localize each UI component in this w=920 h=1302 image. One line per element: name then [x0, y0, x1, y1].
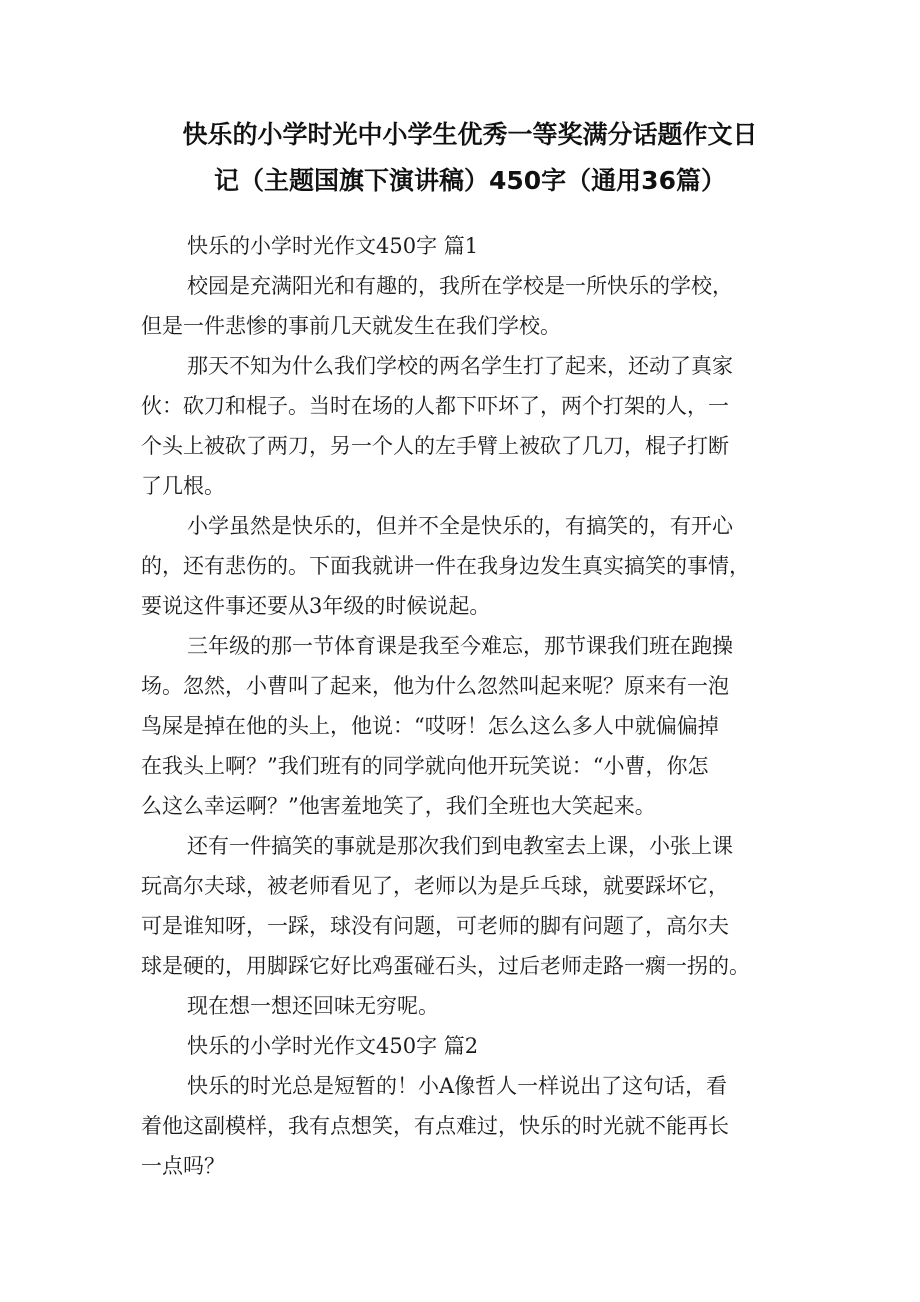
paragraph-line: 玩高尔夫球，被老师看见了，老师以为是乒乓球，就要踩坏它，	[141, 874, 729, 898]
paragraph-line: 场。忽然，小曹叫了起来，他为什么忽然叫起来呢？原来有一泡	[141, 674, 729, 698]
paragraph-line: 可是谁知呀，一踩，球没有问题，可老师的脚有问题了，高尔夫	[141, 914, 729, 938]
paragraph-line: 还有一件搞笑的事就是那次我们到电教室去上课，小张上课	[187, 834, 733, 858]
paragraph-line: 现在想一想还回味无穷呢。	[187, 994, 439, 1018]
paragraph-line: 伙：砍刀和棍子。当时在场的人都下吓坏了，两个打架的人，一	[141, 394, 729, 418]
paragraph-line: 但是一件悲惨的事前几天就发生在我们学校。	[141, 314, 561, 338]
section-heading: 快乐的小学时光作文450字 篇1	[187, 234, 479, 258]
paragraph-line: 要说这件事还要从3年级的时候说起。	[141, 594, 491, 618]
title-line-2: 记（主题国旗下演讲稿）450字（通用36篇）	[214, 166, 726, 195]
paragraph-line: 着他这副模样，我有点想笑，有点难过，快乐的时光就不能再长	[141, 1114, 729, 1138]
document-body	[141, 226, 781, 1186]
paragraph-line: 在我头上啊？”我们班有的同学就向他开玩笑说：“小曹，你怎	[141, 754, 709, 778]
title-line-1: 快乐的小学时光中小学生优秀一等奖满分话题作文日	[182, 120, 758, 149]
paragraph-line: 校园是充满阳光和有趣的，我所在学校是一所快乐的学校，	[187, 274, 733, 298]
paragraph-line: 了几根。	[141, 474, 225, 498]
paragraph-line: 那天不知为什么我们学校的两名学生打了起来，还动了真家	[187, 354, 733, 378]
paragraph-line: 快乐的时光总是短暂的！小A像哲人一样说出了这句话，看	[187, 1074, 728, 1098]
paragraph-line: 球是硬的，用脚踩它好比鸡蛋碰石头，过后老师走路一瘸一拐的。	[141, 954, 750, 978]
paragraph-line: 个头上被砍了两刀，另一个人的左手臂上被砍了几刀，棍子打断	[141, 434, 729, 458]
paragraph-line: 三年级的那一节体育课是我至今难忘，那节课我们班在跑操	[187, 634, 733, 658]
document-title	[150, 112, 790, 204]
section-heading: 快乐的小学时光作文450字 篇2	[187, 1034, 479, 1058]
paragraph-line: 么这么幸运啊？”他害羞地笑了，我们全班也大笑起来。	[141, 794, 656, 818]
paragraph-line: 鸟屎是掉在他的头上，他说：“哎呀！怎么这么多人中就偏偏掉	[141, 714, 719, 738]
paragraph-line: 小学虽然是快乐的，但并不全是快乐的，有搞笑的，有开心	[187, 514, 733, 538]
paragraph-line: 的，还有悲伤的。下面我就讲一件在我身边发生真实搞笑的事情，	[141, 554, 750, 578]
paragraph-line: 一点吗？	[141, 1154, 225, 1178]
